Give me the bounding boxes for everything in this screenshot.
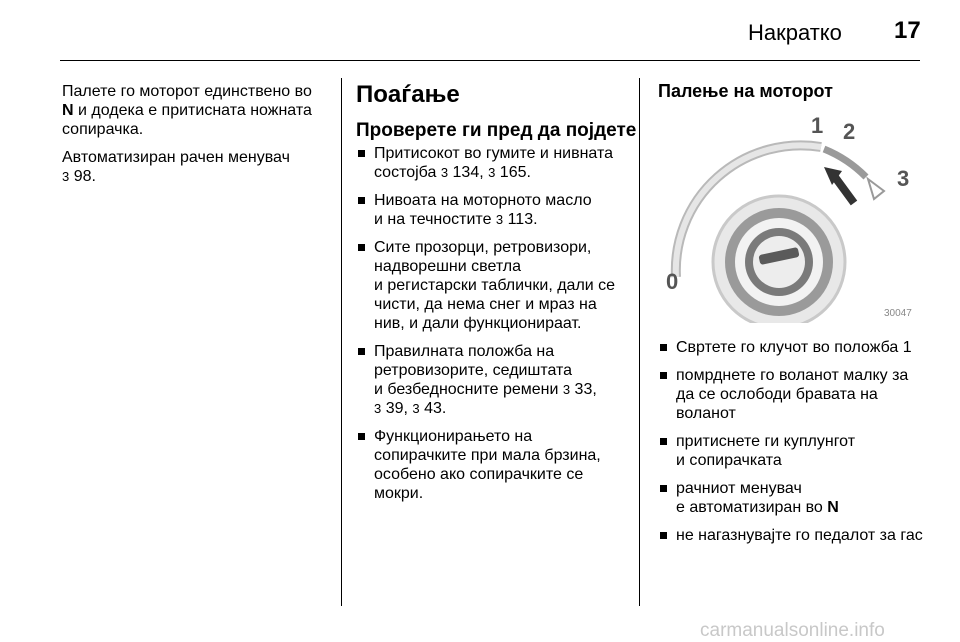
figure-code: 30047	[884, 308, 912, 319]
text-line: ретровизорите, седиштата	[374, 362, 573, 379]
list-item	[356, 342, 638, 418]
list-item	[356, 191, 638, 229]
text-line: мокри.	[374, 485, 424, 502]
text-line: сопирачките при мала брзина,	[374, 447, 601, 464]
gear-n-label: N	[827, 499, 839, 516]
text-line: не нагазнувајте го педалот за гас	[676, 527, 923, 544]
list-item	[658, 366, 928, 423]
text-line	[374, 399, 638, 418]
text-line	[374, 163, 638, 182]
square-bullet-icon	[660, 485, 667, 492]
list-item	[356, 238, 638, 333]
text-line: притиснете ги куплунгот	[676, 433, 856, 450]
list-item	[658, 479, 928, 517]
paragraph-start-engine	[62, 82, 337, 139]
square-bullet-icon	[660, 372, 667, 379]
paragraph-automated-gearbox	[62, 148, 337, 186]
column-1	[62, 82, 337, 195]
text-fragment: состојба	[374, 164, 441, 181]
text-line: чисти, да нема снег и мраз на	[374, 296, 597, 313]
ignition-switch-figure	[656, 107, 920, 323]
list-item	[658, 338, 928, 357]
column-2	[356, 80, 638, 512]
list-item	[356, 144, 638, 182]
text-line: Функционирањето на	[374, 428, 533, 445]
text-line: рачниот менувач	[676, 480, 802, 497]
text-line: нив, и дали функционираат.	[374, 315, 582, 332]
square-bullet-icon	[358, 433, 365, 440]
page-ref[interactable]: 134,	[452, 164, 489, 181]
text-line	[374, 380, 638, 399]
square-bullet-icon	[358, 197, 365, 204]
page-ref[interactable]: 98.	[73, 168, 96, 185]
ignition-lock-illustration	[656, 107, 920, 323]
page-ref[interactable]: 33,	[574, 381, 597, 398]
page-ref-icon: 3	[412, 401, 420, 416]
position-label-2: 2	[843, 119, 856, 144]
page-ref[interactable]: 39,	[385, 400, 413, 417]
column-divider-right	[639, 78, 640, 606]
text-line: сопирачка.	[62, 121, 144, 138]
square-bullet-icon	[358, 244, 365, 251]
column-divider-left	[341, 78, 342, 606]
text-line: воланот	[676, 405, 736, 422]
page-ref[interactable]: 113.	[507, 211, 538, 228]
square-bullet-icon	[358, 348, 365, 355]
square-bullet-icon	[358, 150, 365, 157]
text-line: Нивоата на моторното масло	[374, 192, 592, 209]
square-bullet-icon	[660, 438, 667, 445]
list-item	[658, 432, 928, 470]
text-line: Палете го моторот единствено во	[62, 83, 312, 100]
column-3-list	[658, 338, 928, 554]
text-fragment: и безбедносните ремени	[374, 381, 563, 398]
header-title: Накратко	[748, 20, 842, 45]
page-ref-icon: 3	[62, 169, 70, 184]
text-line: Автоматизиран рачен менувач	[62, 149, 290, 166]
page-ref[interactable]: 43.	[424, 400, 447, 417]
page-ref-icon: 3	[562, 382, 571, 397]
text-line: надворешни светла	[374, 258, 522, 275]
text-line: особено ако сопирачките се	[374, 466, 584, 483]
header-rule	[60, 60, 920, 61]
text-line	[62, 101, 337, 120]
text-line	[62, 167, 337, 186]
section-heading: Поаѓање	[356, 81, 460, 108]
list-item	[356, 427, 638, 503]
page-ref-icon: 3	[495, 212, 504, 227]
text-line: Притисокот во гумите и нивната	[374, 145, 614, 162]
text-line: помрднете го воланот малку за	[676, 367, 909, 384]
section-heading: Палење на моторот	[658, 81, 833, 101]
page-ref-icon: 3	[440, 165, 449, 180]
text-line	[374, 210, 638, 229]
text-line	[676, 498, 928, 517]
page-ref-icon: 3	[488, 165, 496, 180]
text-fragment: и на течностите	[374, 211, 496, 228]
site-watermark: carmanualsonline.info	[700, 620, 885, 641]
page-ref-icon: 3	[374, 401, 382, 416]
gear-n-label: N	[62, 102, 74, 119]
text-line: и регистарски таблички, дали се	[374, 277, 616, 294]
page-ref[interactable]: 165.	[499, 164, 531, 181]
text-fragment: е автоматизиран во	[676, 499, 828, 516]
position-label-3: 3	[897, 166, 910, 191]
list-item	[658, 526, 928, 545]
square-bullet-icon	[660, 532, 667, 539]
text-line: Правилната положба на	[374, 343, 555, 360]
position-label-0: 0	[666, 269, 679, 294]
text-line: Сите прозорци, ретровизори,	[374, 239, 592, 256]
text-line: и сопирачката	[676, 452, 782, 469]
text-line: да се ослободи бравата на	[676, 386, 878, 403]
subsection-heading: Проверете ги пред да појдете	[356, 120, 637, 141]
page-number: 17	[894, 17, 921, 44]
square-bullet-icon	[660, 344, 667, 351]
position-label-1: 1	[811, 113, 824, 138]
text-line: Свртете го клучот во положба 1	[676, 339, 912, 356]
text-fragment: и додека е притисната ножната	[73, 102, 312, 119]
